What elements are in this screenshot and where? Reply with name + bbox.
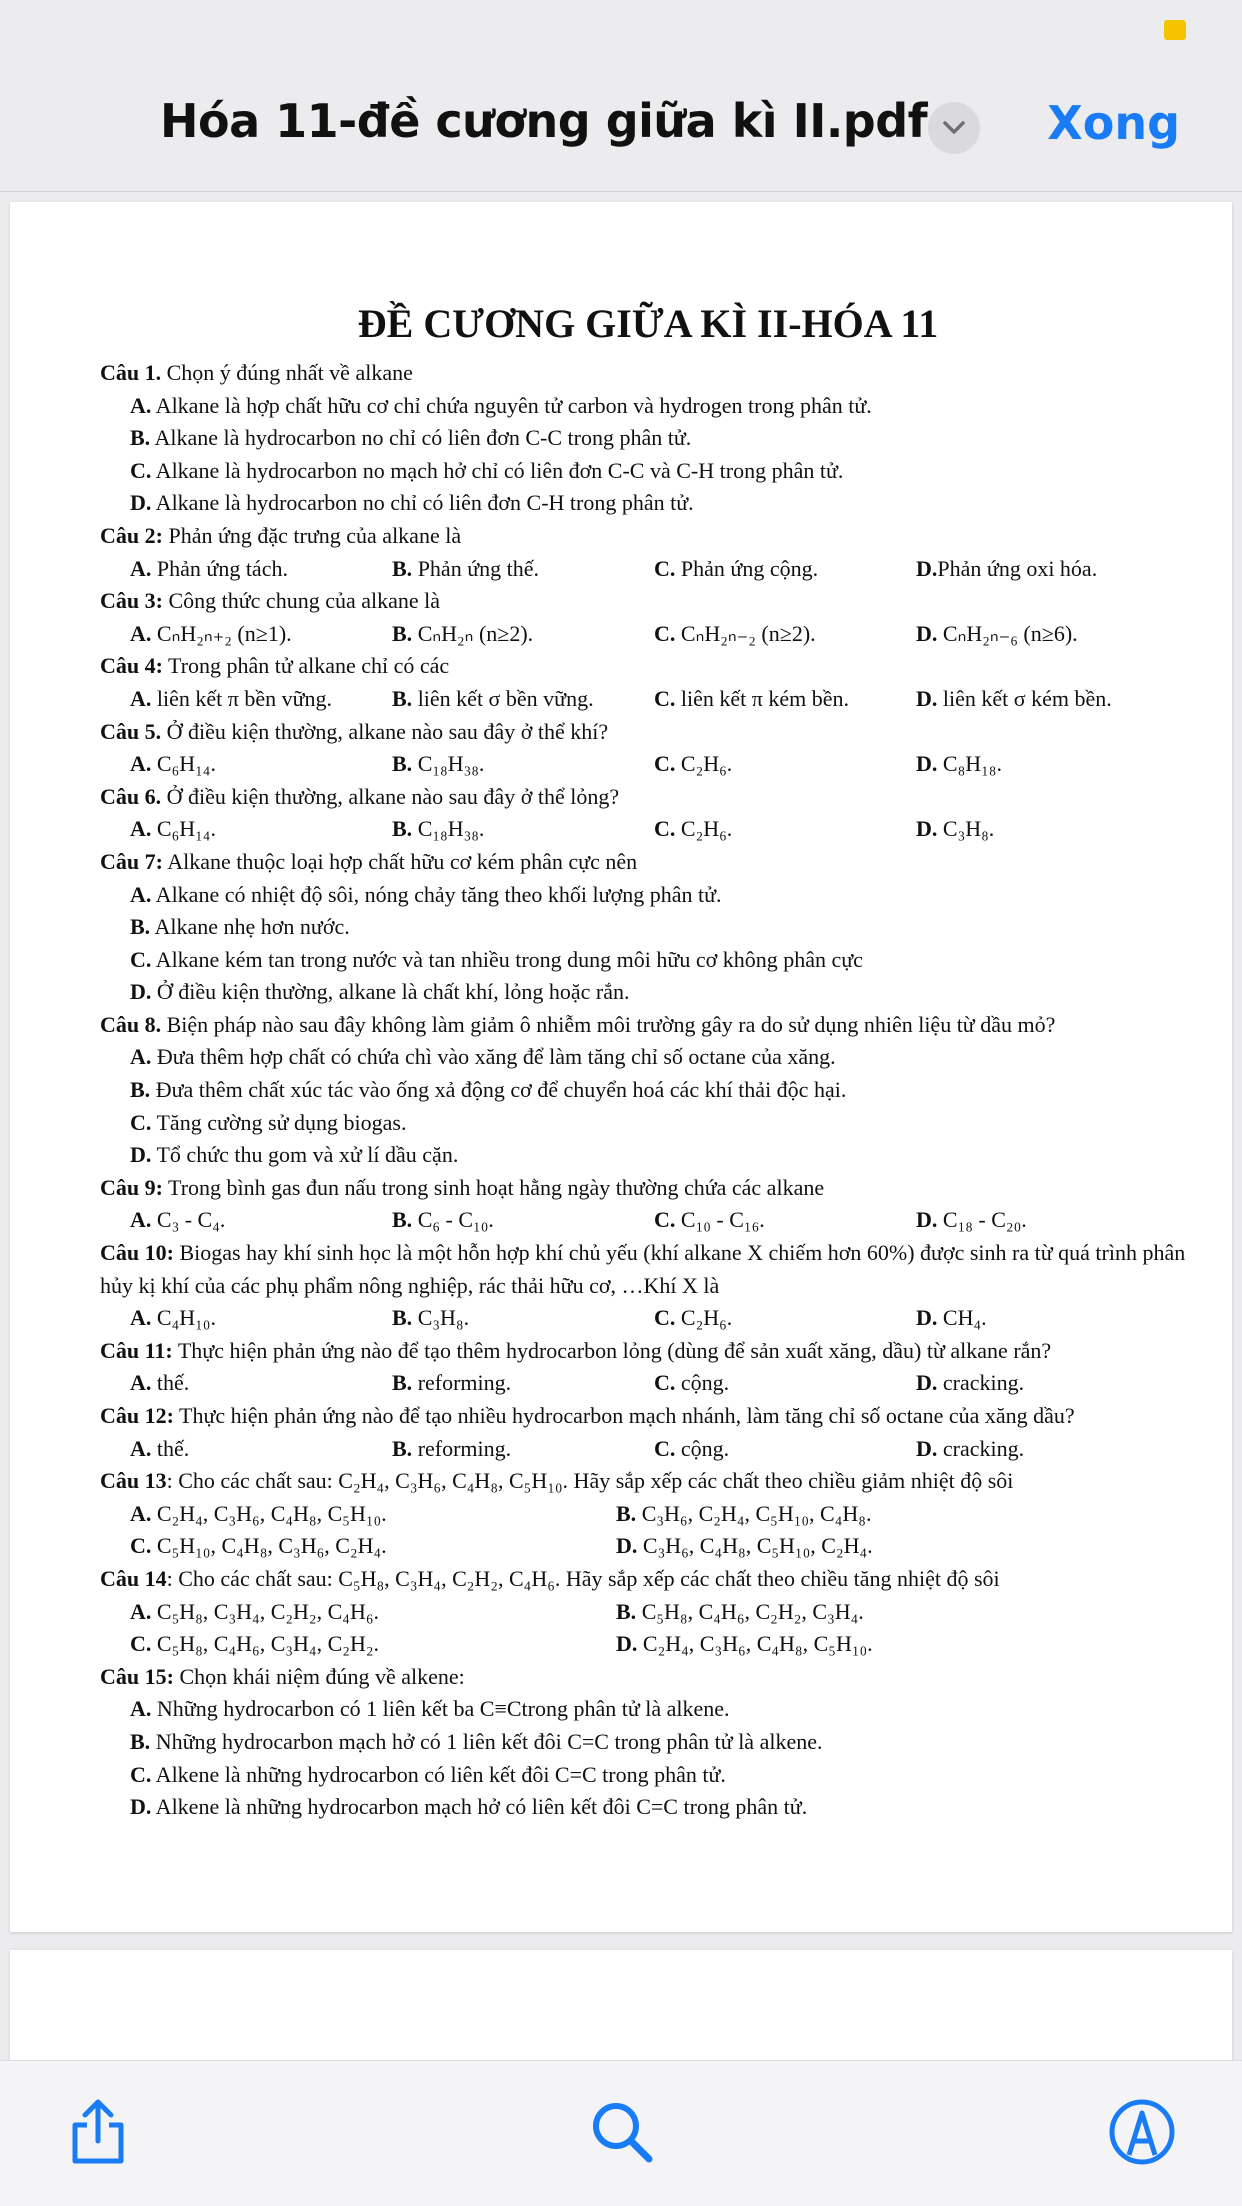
page-heading: ĐỀ CƯƠNG GIỮA KÌ II-HÓA 11 — [357, 301, 939, 346]
question-stem — [100, 1237, 1210, 1302]
option-label: D. — [916, 555, 938, 581]
answer-option — [100, 944, 1220, 977]
option-text: Đưa thêm hợp chất có chứa chì vào xăng để làm tăng chỉ số octane của xăng. — [151, 1044, 836, 1070]
answer-option — [100, 1759, 1220, 1792]
pdf-page — [10, 202, 1232, 1932]
question-label: Câu 15: — [100, 1663, 174, 1689]
option-text: Phản ứng thế. — [412, 555, 539, 581]
share-icon — [63, 2097, 133, 2167]
option-text: cộng. — [675, 1435, 730, 1461]
option-text: Alkane có nhiệt độ sôi, nóng chảy tăng theo khối lượng phân tử. — [151, 881, 722, 907]
option-text: C₈H₁₈. — [937, 751, 1002, 777]
answer-option — [100, 390, 1220, 423]
option-label: D. — [916, 751, 938, 777]
option-text: thế. — [151, 1370, 190, 1396]
question-stem — [100, 357, 1220, 390]
markup-button[interactable] — [1107, 2097, 1177, 2167]
option-text: C₃H₈. — [412, 1305, 470, 1331]
title-menu-button[interactable] — [928, 102, 980, 154]
option-text: Đưa thêm chất xúc tác vào ống xả động cơ để chuyển hoá các khí thải độc hại. — [150, 1077, 847, 1103]
answer-option — [130, 618, 392, 651]
question-text: Alkane thuộc loại hợp chất hữu cơ kém phân cực nên — [162, 848, 638, 874]
option-text: Alkane là hydrocarbon no chỉ có liên đơn C-H trong phân tử. — [151, 490, 694, 516]
option-label: D. — [916, 1370, 938, 1396]
option-label: C. — [130, 1631, 152, 1657]
answer-option — [916, 748, 1178, 781]
option-label: A. — [130, 1044, 152, 1070]
option-label: C. — [130, 1533, 152, 1559]
option-label: B. — [392, 816, 413, 842]
option-label: D. — [916, 816, 938, 842]
battery-icon — [1164, 20, 1186, 40]
option-text: Phản ứng oxi hóa. — [937, 555, 1098, 581]
option-text: C₃H₆, C₄H₈, C₅H₁₀, C₂H₄. — [637, 1533, 873, 1559]
answer-option — [100, 422, 1220, 455]
option-label: A. — [130, 1370, 152, 1396]
question-stem — [100, 781, 1220, 814]
question-label: Câu 12: — [100, 1403, 174, 1428]
option-label: C. — [654, 816, 676, 842]
option-text: C₁₈H₃₈. — [412, 816, 485, 842]
question-stem — [100, 1563, 1220, 1596]
option-label: D. — [916, 1305, 938, 1331]
question-stem — [100, 716, 1220, 749]
option-label: C. — [130, 457, 152, 483]
option-label: D. — [616, 1533, 638, 1559]
answer-option — [654, 1204, 916, 1237]
options-row — [100, 1302, 1220, 1335]
answer-option — [916, 1367, 1178, 1400]
answer-option — [100, 1041, 1220, 1074]
option-text: liên kết σ kém bền. — [937, 685, 1112, 711]
option-label: C. — [130, 1761, 152, 1787]
option-text: C₂H₄, C₃H₆, C₄H₈, C₅H₁₀. — [637, 1631, 873, 1657]
option-text: CₙH₂ₙ₋₆ (n≥6). — [937, 620, 1078, 646]
option-label: B. — [392, 685, 413, 711]
answer-option — [130, 1433, 392, 1466]
options-row — [100, 748, 1220, 781]
option-label: D. — [916, 685, 938, 711]
option-label: A. — [130, 1500, 152, 1526]
question-label: Câu 4: — [100, 653, 163, 679]
question-stem — [100, 1335, 1220, 1368]
answer-option — [130, 1628, 616, 1661]
options-row — [100, 1628, 1220, 1661]
option-text: C₅H₈, C₄H₆, C₃H₄, C₂H₂. — [151, 1631, 379, 1657]
option-text: cộng. — [675, 1370, 730, 1396]
option-label: A. — [130, 555, 152, 581]
answer-option — [654, 1302, 916, 1335]
option-label: A. — [130, 1696, 152, 1722]
answer-option — [392, 553, 654, 586]
answer-option — [130, 1302, 392, 1335]
options-row — [100, 1367, 1220, 1400]
question-text: Trong phân tử alkane chỉ có các — [162, 653, 450, 679]
answer-option — [130, 1498, 616, 1531]
option-text: CH₄. — [937, 1305, 987, 1331]
question-text: Thực hiện phản ứng nào để tạo thêm hydrocarbon lỏng (dùng để sản xuất xăng, dầu) từ alkane rắn? — [172, 1337, 1052, 1363]
answer-option — [130, 553, 392, 586]
share-button[interactable] — [63, 2097, 133, 2167]
answer-option — [100, 911, 1220, 944]
option-label: C. — [654, 1305, 676, 1331]
option-text: C₅H₈, C₃H₄, C₂H₂, C₄H₆. — [151, 1598, 379, 1624]
option-text: Alkane nhẹ hơn nước. — [150, 914, 350, 940]
options-row — [100, 1204, 1220, 1237]
option-label: A. — [130, 1305, 152, 1331]
answer-option — [100, 1074, 1220, 1107]
options-row — [100, 1530, 1220, 1563]
status-bar — [0, 0, 1242, 60]
options-row — [100, 618, 1220, 651]
question-stem — [100, 650, 1220, 683]
option-label: A. — [130, 620, 152, 646]
answer-option — [100, 1726, 1220, 1759]
option-text: liên kết π bền vững. — [151, 685, 333, 711]
question-stem — [100, 520, 1220, 553]
search-icon — [587, 2097, 657, 2167]
question-text: Biện pháp nào sau đây không làm giảm ô nhiễm môi trường gây ra do sử dụng nhiên liệu từ dầu mỏ? — [161, 1011, 1056, 1037]
question-stem — [100, 1465, 1220, 1498]
answer-option — [916, 813, 1178, 846]
option-label: C. — [654, 555, 676, 581]
question-text: Thực hiện phản ứng nào để tạo nhiều hydrocarbon mạch nhánh, làm tăng chỉ số octane của xăng dầu? — [173, 1403, 1075, 1428]
answer-option — [130, 748, 392, 781]
answer-option — [916, 1204, 1178, 1237]
option-text: Alkane là hợp chất hữu cơ chỉ chứa nguyên tử carbon và hydrogen trong phân tử. — [151, 392, 872, 418]
option-text: Những hydrocarbon mạch hở có 1 liên kết đôi C=C trong phân tử là alkene. — [150, 1728, 823, 1754]
question-label: Câu 2: — [100, 522, 163, 548]
option-text: C₁₀ - C₁₆. — [675, 1207, 765, 1233]
answer-option — [616, 1498, 1102, 1531]
option-text: Alkane là hydrocarbon no mạch hở chỉ có liên đơn C-C và C-H trong phân tử. — [151, 457, 844, 483]
option-label: D. — [130, 979, 152, 1005]
answer-option — [100, 487, 1220, 520]
option-label: B. — [130, 1077, 151, 1103]
option-label: A. — [130, 1207, 152, 1233]
option-label: B. — [616, 1500, 637, 1526]
question-text: Chọn khái niệm đúng về alkene: — [173, 1663, 465, 1689]
option-label: C. — [654, 1207, 676, 1233]
option-text: C₅H₈, C₄H₆, C₂H₂, C₃H₄. — [636, 1598, 864, 1624]
options-row — [100, 1433, 1220, 1466]
option-label: A. — [130, 751, 152, 777]
answer-option — [392, 683, 654, 716]
options-row — [100, 1596, 1220, 1629]
question-stem — [100, 585, 1220, 618]
options-row — [100, 683, 1220, 716]
option-text: C₃H₈. — [937, 816, 995, 842]
answer-option — [392, 813, 654, 846]
option-label: D. — [130, 1794, 152, 1820]
answer-option — [392, 1204, 654, 1237]
option-text: C₆H₁₄. — [151, 751, 216, 777]
option-label: B. — [616, 1598, 637, 1624]
answer-option — [100, 455, 1220, 488]
question-label: Câu 1. — [100, 360, 162, 385]
option-label: B. — [392, 1435, 413, 1461]
option-label: D. — [916, 1435, 938, 1461]
answer-option — [100, 976, 1220, 1009]
option-text: Những hydrocarbon có 1 liên kết ba C≡Ctrong phân tử là alkene. — [151, 1696, 730, 1722]
option-text: cracking. — [937, 1435, 1025, 1461]
answer-option — [130, 1596, 616, 1629]
answer-option — [392, 1367, 654, 1400]
answer-option — [392, 1433, 654, 1466]
option-text: Alkene là những hydrocarbon mạch hở có liên kết đôi C=C trong phân tử. — [151, 1794, 808, 1820]
markup-icon — [1107, 2097, 1177, 2167]
answer-option — [654, 748, 916, 781]
option-label: D. — [130, 1142, 152, 1168]
question-label: Câu 3: — [100, 588, 163, 614]
option-text: cracking. — [937, 1370, 1025, 1396]
answer-option — [130, 1530, 616, 1563]
option-text: liên kết σ bền vững. — [412, 685, 594, 711]
option-text: CₙH₂ₙ₊₂ (n≥1). — [151, 620, 292, 646]
option-text: CₙH₂ₙ (n≥2). — [412, 620, 534, 646]
search-button[interactable] — [587, 2097, 657, 2167]
option-text: Alkane kém tan trong nước và tan nhiều trong dung môi hữu cơ không phân cực — [151, 946, 863, 972]
question-stem — [100, 846, 1220, 879]
option-text: C₂H₆. — [675, 816, 733, 842]
option-text: C₄H₁₀. — [151, 1305, 216, 1331]
option-label: D. — [916, 1207, 938, 1233]
option-text: reforming. — [412, 1370, 512, 1396]
option-text: Tăng cường sử dụng biogas. — [151, 1109, 407, 1135]
question-label: Câu 10: — [100, 1240, 174, 1266]
bottom-toolbar — [0, 2060, 1242, 2206]
option-text: C₃H₆, C₂H₄, C₅H₁₀, C₄H₈. — [636, 1500, 872, 1526]
options-row — [100, 553, 1220, 586]
option-text: Alkane là hydrocarbon no chỉ có liên đơn C-C trong phân tử. — [150, 425, 692, 451]
answer-option — [392, 618, 654, 651]
option-label: A. — [130, 392, 152, 418]
option-label: B. — [392, 620, 413, 646]
answer-option — [100, 1693, 1220, 1726]
answer-option — [916, 553, 1178, 586]
answer-option — [654, 1367, 916, 1400]
option-label: D. — [916, 620, 938, 646]
question-stem — [100, 1009, 1220, 1042]
option-label: B. — [130, 1728, 151, 1754]
option-label: A. — [130, 881, 152, 907]
question-label: Câu 7: — [100, 848, 163, 874]
option-text: C₁₈ - C₂₀. — [937, 1207, 1027, 1233]
question-text: Công thức chung của alkane là — [162, 588, 441, 614]
option-text: Phản ứng cộng. — [675, 555, 819, 581]
question-text: : Cho các chất sau: C₂H₄, C₃H₆, C₄H₈, C₅H₁₀. Hãy sắp xếp các chất theo chiều giảm nhiệt độ sôi — [166, 1468, 1014, 1494]
question-text: Chọn ý đúng nhất về alkane — [161, 360, 413, 385]
option-label: C. — [654, 1435, 676, 1461]
option-label: A. — [130, 816, 152, 842]
answer-option — [654, 683, 916, 716]
answer-option — [916, 683, 1178, 716]
option-text: Ở điều kiện thường, alkane là chất khí, lỏng hoặc rắn. — [151, 979, 630, 1005]
option-label: B. — [130, 425, 151, 451]
option-text: liên kết π kém bền. — [675, 685, 850, 711]
option-label: D. — [130, 490, 152, 516]
option-label: B. — [392, 1370, 413, 1396]
question-text: Phản ứng đặc trưng của alkane là — [162, 522, 462, 548]
option-text: thế. — [151, 1435, 190, 1461]
question-text: Trong bình gas đun nấu trong sinh hoạt hằng ngày thường chứa các alkane — [162, 1174, 825, 1200]
question-text: Ở điều kiện thường, alkane nào sau đây ở thể lỏng? — [161, 783, 620, 809]
question-label: Câu 5. — [100, 718, 162, 744]
option-text: C₃ - C₄. — [151, 1207, 226, 1233]
question-text: Ở điều kiện thường, alkane nào sau đây ở thể khí? — [161, 718, 609, 744]
chevron-down-icon — [942, 117, 966, 139]
option-label: A. — [130, 1435, 152, 1461]
question-label: Câu 6. — [100, 783, 162, 809]
option-text: Alkene là những hydrocarbon có liên kết đôi C=C trong phân tử. — [151, 1761, 726, 1787]
answer-option — [654, 618, 916, 651]
question-label: Câu 14 — [100, 1565, 167, 1591]
option-label: C. — [654, 620, 676, 646]
answer-option — [130, 813, 392, 846]
option-label: C. — [130, 946, 152, 972]
answer-option — [616, 1628, 1102, 1661]
answer-option — [916, 1302, 1178, 1335]
option-text: Tổ chức thu gom và xử lí dầu cặn. — [151, 1142, 459, 1168]
option-text: C₆H₁₄. — [151, 816, 216, 842]
answer-option — [100, 1139, 1220, 1172]
answer-option — [392, 1302, 654, 1335]
option-text: C₁₈H₃₈. — [412, 751, 485, 777]
option-label: C. — [654, 751, 676, 777]
answer-option — [916, 1433, 1178, 1466]
answer-option — [616, 1530, 1102, 1563]
document-title: Hóa 11-đề cương giữa kì II.pdf — [160, 94, 928, 148]
answer-option — [130, 683, 392, 716]
answer-option — [100, 879, 1220, 912]
option-text: C₅H₁₀, C₄H₈, C₃H₆, C₂H₄. — [151, 1533, 387, 1559]
question-label: Câu 13 — [100, 1468, 167, 1494]
answer-option — [100, 1107, 1220, 1140]
question-stem — [100, 1400, 1220, 1433]
option-text: C₂H₄, C₃H₆, C₄H₈, C₅H₁₀. — [151, 1500, 387, 1526]
navigation-bar — [0, 60, 1242, 192]
option-label: B. — [392, 1305, 413, 1331]
answer-option — [100, 1791, 1220, 1824]
question-stem — [100, 1172, 1220, 1205]
answer-option — [616, 1596, 1102, 1629]
question-stem — [100, 1661, 1220, 1694]
option-text: Phản ứng tách. — [151, 555, 288, 581]
option-label: C. — [654, 1370, 676, 1396]
option-label: B. — [392, 555, 413, 581]
answer-option — [654, 553, 916, 586]
option-text: C₂H₆. — [675, 751, 733, 777]
option-label: C. — [130, 1109, 152, 1135]
option-text: reforming. — [412, 1435, 512, 1461]
option-label: A. — [130, 1598, 152, 1624]
question-label: Câu 8. — [100, 1011, 162, 1037]
option-label: B. — [130, 914, 151, 940]
option-text: C₂H₆. — [675, 1305, 733, 1331]
option-label: A. — [130, 685, 152, 711]
question-label: Câu 11: — [100, 1337, 173, 1363]
option-text: CₙH₂ₙ₋₂ (n≥2). — [675, 620, 816, 646]
option-label: D. — [616, 1631, 638, 1657]
answer-option — [130, 1204, 392, 1237]
answer-option — [916, 618, 1178, 651]
option-label: B. — [392, 1207, 413, 1233]
options-row — [100, 813, 1220, 846]
pdf-page-next — [10, 1950, 1232, 2070]
question-label: Câu 9: — [100, 1174, 163, 1200]
question-text: : Cho các chất sau: C₅H₈, C₃H₄, C₂H₂, C₄H₆. Hãy sắp xếp các chất theo chiều tăng nhiệt độ sôi — [166, 1565, 1000, 1591]
document-content — [100, 300, 1220, 1824]
answer-option — [130, 1367, 392, 1400]
option-text: C₆ - C₁₀. — [412, 1207, 494, 1233]
answer-option — [654, 1433, 916, 1466]
done-button[interactable]: Xong — [1047, 96, 1180, 150]
option-label: B. — [392, 751, 413, 777]
option-label: C. — [654, 685, 676, 711]
answer-option — [654, 813, 916, 846]
options-row — [100, 1498, 1220, 1531]
answer-option — [392, 748, 654, 781]
question-text: Biogas hay khí sinh học là một hỗn hợp khí chủ yếu (khí alkane X chiếm hơn 60%) được sinh ra từ quá trình phân hủy kị khí của các phụ phẩm nông nghiệp, rác thải hữu cơ, …Khí X là — [100, 1240, 1186, 1298]
